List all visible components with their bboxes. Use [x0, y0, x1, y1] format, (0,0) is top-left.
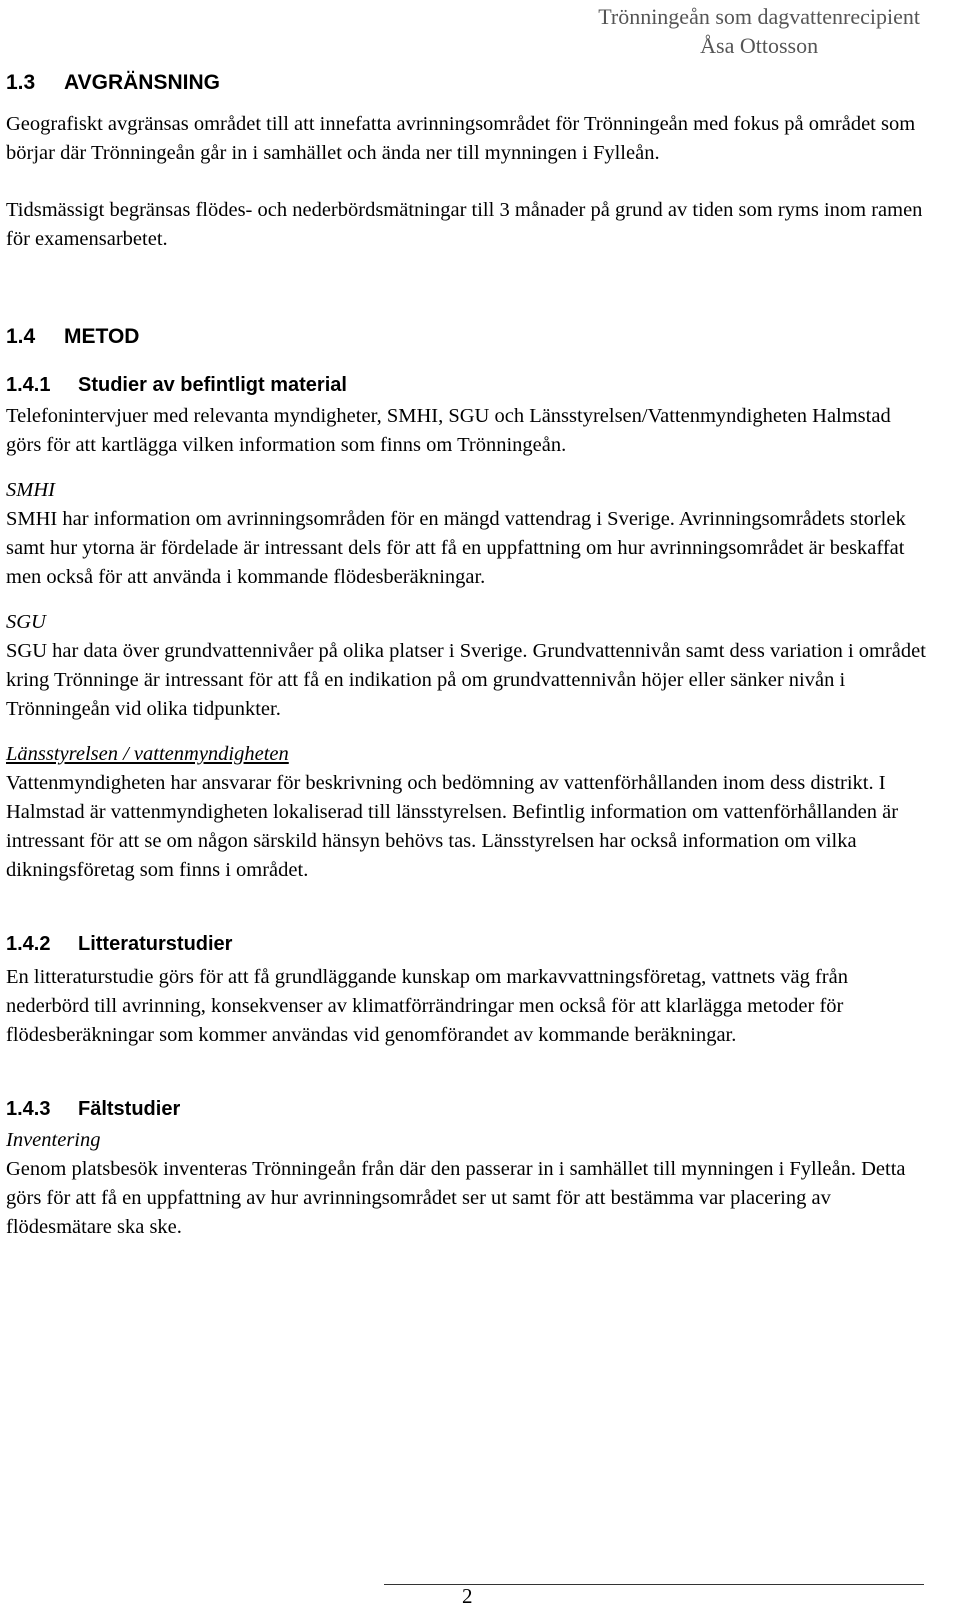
paragraph-inventering: Genom platsbesök inventeras Trönningeån från där den passerar in i samhället till mynningen i Fylleån. Detta görs för att få en uppfattning av hur avrinningsområdet ser ut samt för att bestämma var placering av flödesmätare ska ske.	[6, 1158, 906, 1238]
running-header	[598, 2, 920, 60]
header-title: Trönningeån som dagvattenrecipient	[598, 4, 920, 29]
paragraph-time-limit: Tidsmässigt begränsas flödes- och nederbördsmätningar till 3 månader på grund av tiden som ryms inom ramen för examensarbetet.	[6, 199, 923, 250]
subsection-title: Litteraturstudier	[78, 933, 233, 955]
section-heading-1-4	[6, 322, 926, 352]
page-content	[6, 68, 926, 1242]
paragraph-smhi: SMHI har information om avrinningsområden för en mängd vattendrag i Sverige. Avrinningsområdets storlek samt hur ytorna är fördelade är intressant dels för att få en uppfattning om hur avrinningsområdet är beskaffat men också för att använda i kommande flödesberäkningar.	[6, 508, 906, 588]
section-title: AVGRÄNSNING	[64, 71, 220, 94]
subsection-number: 1.4.1	[6, 374, 51, 396]
page-number: 2	[462, 1584, 473, 1608]
paragraph-lansstyrelsen: Vattenmyndigheten har ansvarar för beskrivning och bedömning av vattenförhållanden inom dess distrikt. I Halmstad är vattenmyndigheten lokaliserad till länsstyrelsen. Befintlig information om vattenförhållanden är intressant för att se om någon särskild hänsyn behövs tas. Länsstyrelsen har också information om vilka dikningsföretag som finns i området.	[6, 772, 899, 881]
paragraph-sgu: SGU har data över grundvattennivåer på olika platser i Sverige. Grundvattennivån samt dess variation i området kring Trönninge är intressant för att få en indikation på om grundvattennivån höjer eller sänker nivån i Trönningeån vid olika tidpunkter.	[6, 640, 926, 720]
section-heading-1-3	[6, 68, 926, 98]
label-smhi: SMHI	[6, 479, 55, 501]
paragraph-geography: Geografiskt avgränsas området till att innefatta avrinningsområdet för Trönningeån med fokus på området som börjar där Trönningeån går in i samhället och ända ner till mynningen i Fylleån.	[6, 113, 916, 164]
section-number: 1.3	[6, 71, 36, 94]
paragraph-interviews: Telefonintervjuer med relevanta myndigheter, SMHI, SGU och Länsstyrelsen/Vattenmyndigheten Halmstad görs för att kartlägga vilken information som finns om Trönningeån.	[6, 405, 891, 456]
subsection-title: Studier av befintligt material	[78, 374, 347, 396]
header-author: Åsa Ottosson	[700, 33, 819, 58]
subsection-title: Fältstudier	[78, 1098, 181, 1120]
subsection-number: 1.4.3	[6, 1098, 51, 1120]
subsection-number: 1.4.2	[6, 933, 51, 955]
label-inventering: Inventering	[6, 1129, 101, 1151]
label-lansstyrelsen: Länsstyrelsen / vattenmyndigheten	[6, 743, 289, 765]
section-number: 1.4	[6, 325, 36, 348]
subsection-heading-1-4-2	[6, 929, 926, 959]
section-title: METOD	[64, 325, 140, 348]
label-sgu: SGU	[6, 611, 46, 633]
paragraph-literature: En litteraturstudie görs för att få grundläggande kunskap om markavvattningsföretag, vattnets väg från nederbörd till avrinning, konsekvenser av klimatförrändringar men också för att klarlägga metoder för flödesberäkningar som kommer användas vid genomförandet av kommande beräkningar.	[6, 966, 848, 1046]
subsection-heading-1-4-3	[6, 1094, 926, 1124]
subsection-heading-1-4-1	[6, 370, 926, 400]
